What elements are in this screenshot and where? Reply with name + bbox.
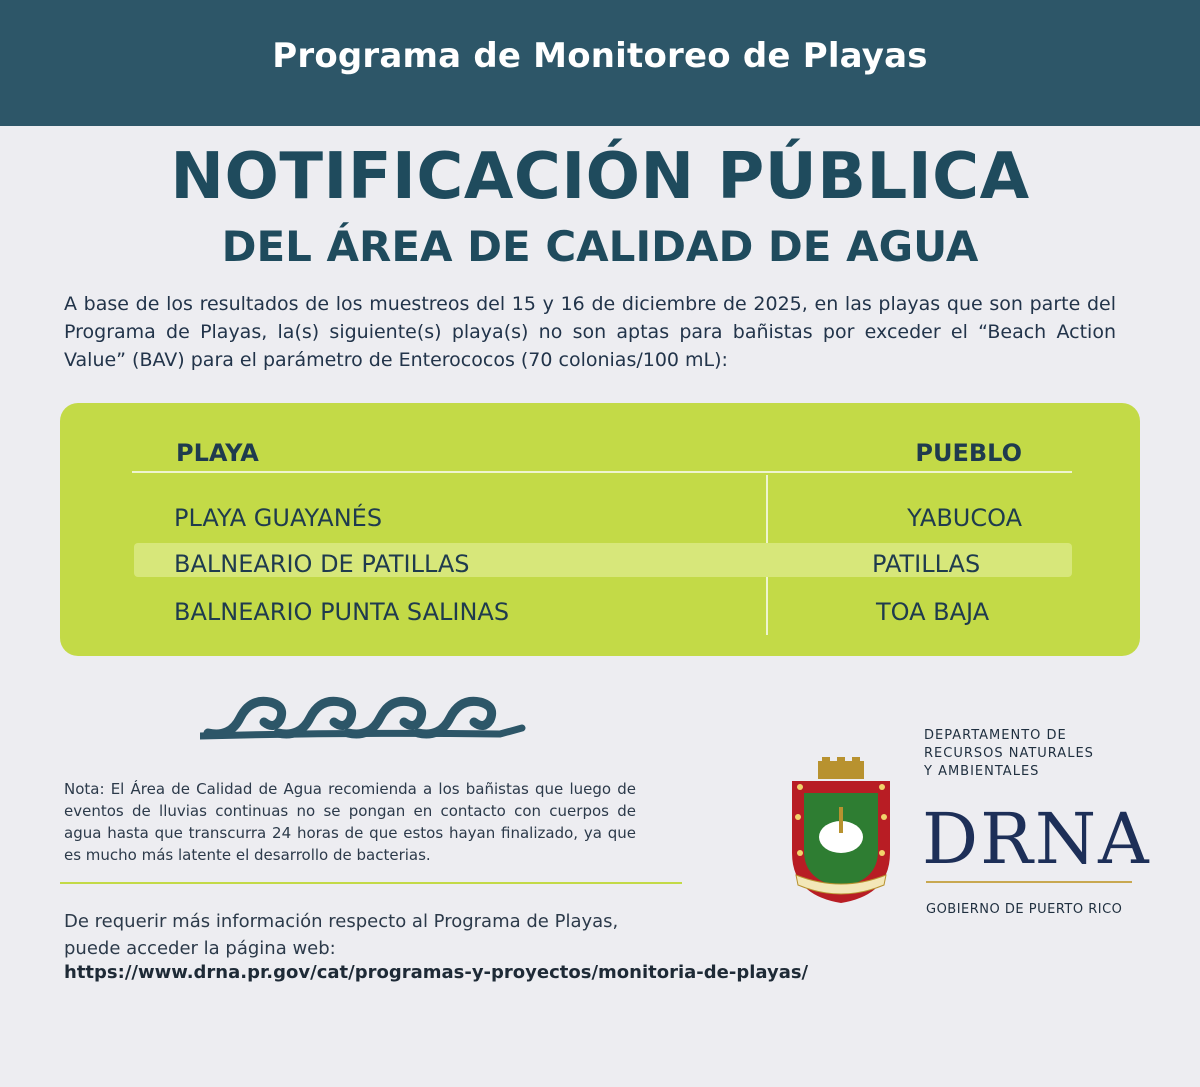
program-link[interactable]: https://www.drna.pr.gov/cat/programas-y-proyectos/monitoria-de-playas/ (64, 962, 809, 983)
notice-subtitle: DEL ÁREA DE CALIDAD DE AGUA (221, 222, 979, 271)
column-header-playa: PLAYA (176, 439, 259, 467)
table-cell-playa: BALNEARIO PUNTA SALINAS (174, 598, 510, 626)
notice-title: NOTIFICACIÓN PÚBLICA (170, 140, 1030, 214)
drna-logo-text: DRNA (922, 798, 1151, 880)
info-text (64, 908, 864, 962)
table-cell-playa: BALNEARIO DE PATILLAS (174, 550, 470, 578)
table-cell-pueblo: PATILLAS (872, 550, 981, 578)
government-name: GOBIERNO DE PUERTO RICO (926, 902, 1123, 917)
logo-divider (926, 881, 1132, 883)
intro-paragraph: A base de los resultados de los muestreos del 15 y 16 de diciembre de 2025, en las playas que son parte del Programa de Playas, la(s) siguiente(s) playa(s) no son aptas para bañistas por exceder el “Beach Action Value” (BAV) para el parámetro de Enterococos (70 colonias/100 mL): (64, 293, 1116, 371)
coat-of-arms-icon (786, 757, 896, 907)
department-line-3: Y AMBIENTALES (924, 764, 1040, 779)
table-cell-pueblo: TOA BAJA (876, 598, 990, 626)
program-title: Programa de Monitoreo de Playas (272, 36, 928, 76)
header-divider (132, 471, 1072, 473)
table-cell-playa: PLAYA GUAYANÉS (174, 504, 383, 532)
info-line-1: De requerir más información respecto al Programa de Playas, (64, 911, 619, 932)
waves-icon (200, 688, 530, 748)
header-banner (0, 0, 1200, 126)
department-line-2: RECURSOS NATURALES (924, 746, 1094, 761)
beach-table (60, 403, 1140, 656)
column-header-pueblo: PUEBLO (915, 439, 1022, 467)
department-name (924, 727, 1144, 781)
rain-note: Nota: El Área de Calidad de Agua recomienda a los bañistas que luego de eventos de lluvias continuas no se pongan en contacto con cuerpos de agua hasta que transcurra 24 horas de que estos hayan finalizado, ya que es mucho más latente el desarrollo de bacterias. (64, 780, 636, 864)
department-line-1: DEPARTAMENTO DE (924, 728, 1067, 743)
info-line-2: puede acceder la página web: (64, 938, 336, 959)
table-cell-pueblo: YABUCOA (907, 504, 1022, 532)
note-divider (60, 882, 682, 884)
